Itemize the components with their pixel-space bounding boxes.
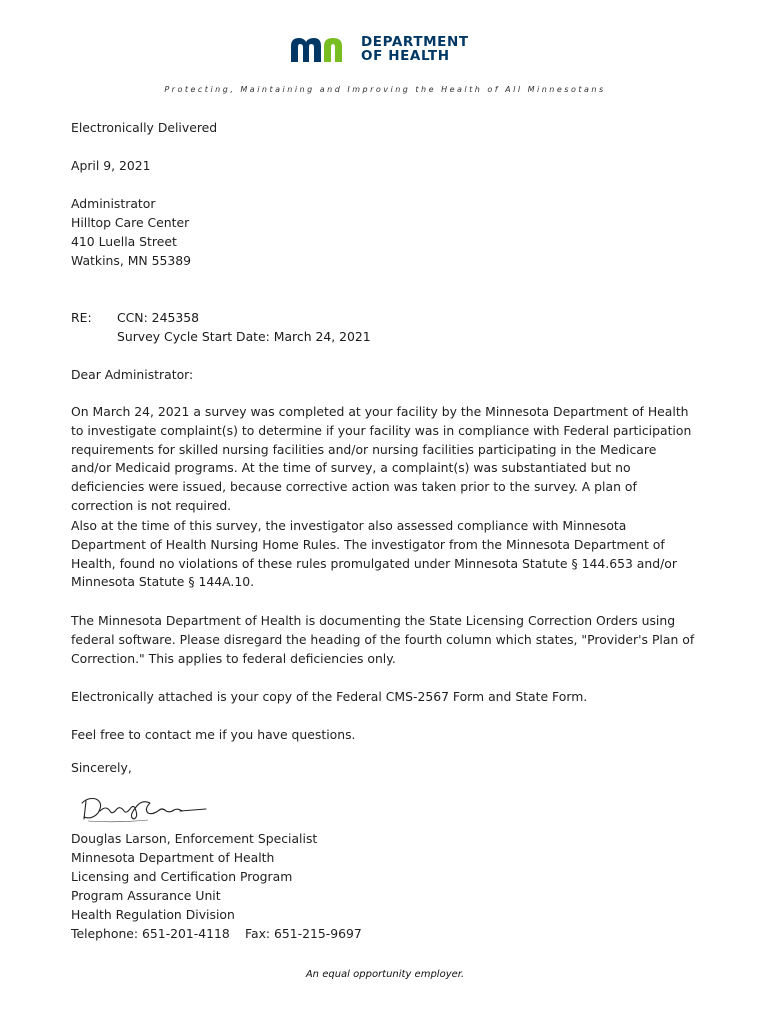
recipient-facility: Hilltop Care Center xyxy=(71,215,190,230)
handwritten-signature xyxy=(78,793,212,825)
signer-program: Licensing and Certification Program xyxy=(71,869,293,884)
signer-division: Health Regulation Division xyxy=(71,907,235,922)
logo-line-1: DEPARTMENT xyxy=(361,34,469,50)
re-label: RE: xyxy=(71,310,92,325)
recipient-title: Administrator xyxy=(71,196,156,211)
signer-org: Minnesota Department of Health xyxy=(71,850,275,865)
salutation: Dear Administrator: xyxy=(71,367,194,382)
recipient-street: 410 Luella Street xyxy=(71,234,177,249)
re-ccn: CCN: 245358 xyxy=(117,310,199,325)
signer-phone: Telephone: 651-201-4118 xyxy=(71,926,230,941)
signer-unit: Program Assurance Unit xyxy=(71,888,221,903)
mn-logo-icon xyxy=(289,34,353,64)
paragraph-attachment: Electronically attached is your copy of the Federal CMS-2567 Form and State Form. xyxy=(71,689,588,704)
tagline: Protecting, Maintaining and Improving the Health of All Minnesotans xyxy=(164,85,606,94)
paragraph-rules: Also at the time of this survey, the investigator also assessed compliance with Minnesota Department of Health Nursing Home Rules. The investigator from the Minnesota Department of Health, found no violations of these rules promulgated under Minnesota Statute § 144.653 and/or Minnesota Statute § 144A.10. xyxy=(71,518,677,590)
signer-name: Douglas Larson, Enforcement Specialist xyxy=(71,831,318,846)
paragraph-contact: Feel free to contact me if you have questions. xyxy=(71,727,356,742)
letter-date: April 9, 2021 xyxy=(71,158,151,173)
paragraph-survey: On March 24, 2021 a survey was completed at your facility by the Minnesota Department of Health to investigate complaint(s) to determine if your facility was in compliance with Federal participation requirements for skilled nursing facilities and/or nursing facilities participating in the Medicare and/or Medicaid programs. At the time of survey, a complaint(s) was substantiated but no deficiencies were issued, because corrective action was taken prior to the survey. A plan of correction is not required. xyxy=(71,404,692,513)
signer-fax: Fax: 651-215-9697 xyxy=(245,926,362,941)
footer-equal-opportunity: An equal opportunity employer. xyxy=(305,969,465,980)
paragraph-software: The Minnesota Department of Health is documenting the State Licensing Correction Orders using federal software. Please disregard the heading of the fourth column which states, "Provider's Plan of Correction." This applies to federal deficiencies only. xyxy=(71,613,695,666)
re-survey-cycle: Survey Cycle Start Date: March 24, 2021 xyxy=(117,329,371,344)
closing: Sincerely, xyxy=(71,760,132,775)
mdh-logo xyxy=(289,34,469,64)
recipient-city: Watkins, MN 55389 xyxy=(71,253,192,268)
delivery-method: Electronically Delivered xyxy=(71,120,218,135)
logo-line-2: OF HEALTH xyxy=(361,48,450,64)
